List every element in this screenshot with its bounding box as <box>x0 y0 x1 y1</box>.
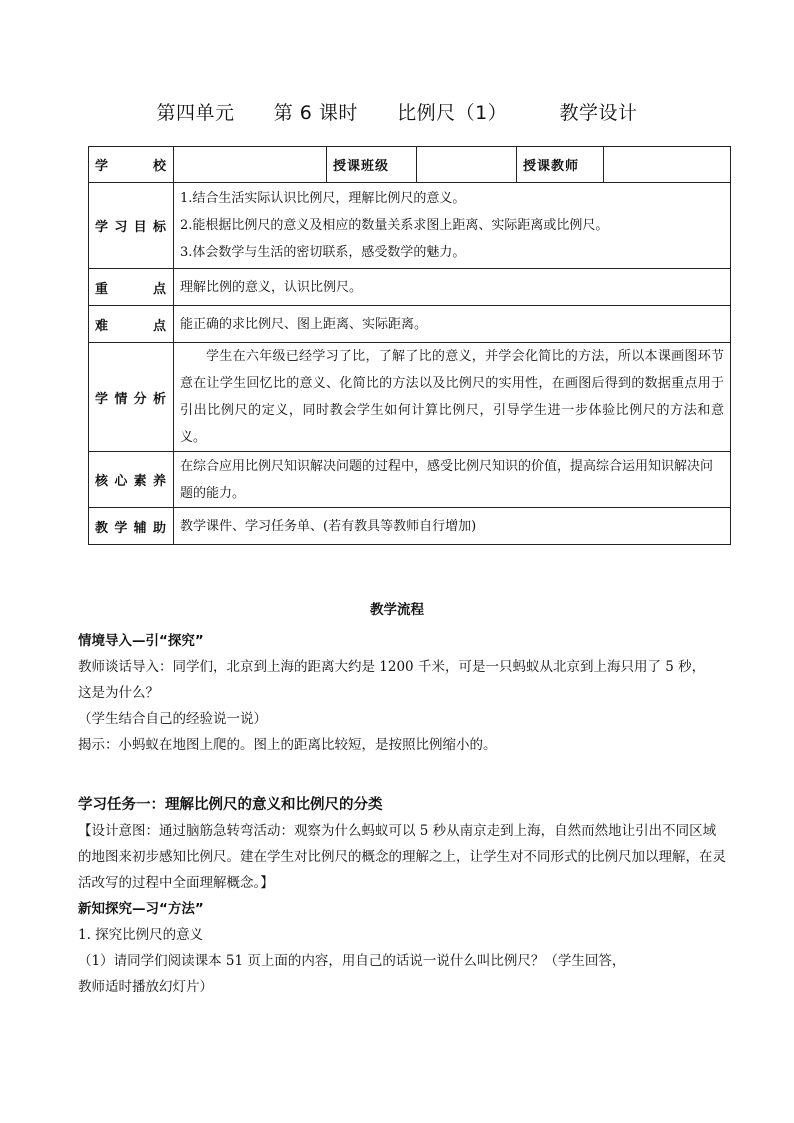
item-1: 1. 探究比例尺的意义 <box>78 927 204 943</box>
page-title <box>0 98 794 125</box>
new-knowledge-heading: 新知探究—习“方法” <box>78 901 204 917</box>
intro-heading: 情境导入—引“探究” <box>78 633 204 649</box>
intro-line: 这是为什么？ <box>78 685 159 701</box>
task1-heading: 学习任务一：理解比例尺的意义和比例尺的分类 <box>78 797 383 813</box>
title-unit: 第四单元 <box>156 102 235 124</box>
table-row-aids <box>89 508 731 545</box>
analysis-value: 学生在六年级已经学习了比，了解了比的意义，并学会化简比的方法，所以本课画图环节意在让学生回忆比的意义、化简比的方法以及比例尺的实用性，在画图后得到的数据重点用于引出比例尺的定义，同时教会学生如何计算比例尺，引导学生进一步体验比例尺的方法和意义。 <box>174 343 731 452</box>
school-value <box>174 147 327 183</box>
lesson-info-table <box>88 146 731 545</box>
teacher-label: 授课教师 <box>517 147 604 183</box>
item-1-sub: （1）请同学们阅读课本 51 页上面的内容，用自己的话说一说什么叫比例尺？（学生回答， <box>78 953 626 969</box>
teacher-value <box>604 147 731 183</box>
task1-section <box>78 792 726 1000</box>
goal-item: 2.能根据比例尺的意义及相应的数量关系求图上距离、实际距离或比例尺。 <box>180 218 609 233</box>
table-row-literacy <box>89 452 731 508</box>
class-label: 授课班级 <box>327 147 417 183</box>
literacy-value: 在综合应用比例尺知识解决问题的过程中，感受比例尺知识的价值，提高综合运用知识解决问题的能力。 <box>174 452 731 508</box>
table-row-analysis <box>89 343 731 452</box>
analysis-label: 学情分析 <box>89 343 174 452</box>
key-label: 重 点 <box>89 269 174 306</box>
title-topic: 比例尺（1） <box>397 102 508 124</box>
key-value: 理解比例的意义，认识比例尺。 <box>174 269 731 306</box>
title-lesson: 第 6 课时 <box>273 102 358 124</box>
difficulty-label: 难 点 <box>89 306 174 343</box>
school-label: 学 校 <box>89 147 174 183</box>
goal-item: 3.体会数学与生活的密切联系，感受数学的魅力。 <box>180 245 466 260</box>
item-1-sub: 教师适时播放幻灯片） <box>78 979 213 995</box>
class-value <box>417 147 517 183</box>
table-row-goals <box>89 183 731 269</box>
aids-label: 教学辅助 <box>89 508 174 545</box>
aids-value: 教学课件、学习任务单、(若有教具等教师自行增加) <box>174 508 731 545</box>
table-row-header <box>89 147 731 183</box>
intro-section <box>78 628 726 758</box>
difficulty-value: 能正确的求比例尺、图上距离、实际距离。 <box>174 306 731 343</box>
goal-item: 1.结合生活实际认识比例尺，理解比例尺的意义。 <box>180 191 466 206</box>
goals-label: 学习目标 <box>89 183 174 269</box>
intro-line: 教师谈话导入：同学们，北京到上海的距离大约是 1200 千米，可是一只蚂蚁从北京到上海只用了 5 秒， <box>78 659 706 675</box>
design-intent: 【设计意图：通过脑筋急转弯活动：观察为什么蚂蚁可以 5 秒从南京走到上海，自然而然地让引出不同区域的地图来初步感知比例尺。建在学生对比例尺的概念的理解之上，让学生对不同形式的比例尺加以理解，在灵活改写的过程中全面理解概念。】 <box>78 823 726 891</box>
literacy-label: 核心素养 <box>89 452 174 508</box>
intro-line: （学生结合自己的经验说一说） <box>78 711 267 727</box>
title-doc-type: 教学设计 <box>559 102 638 124</box>
table-row-difficulty <box>89 306 731 343</box>
intro-line: 揭示：小蚂蚁在地图上爬的。图上的距离比较短，是按照比例缩小的。 <box>78 737 497 753</box>
goals-cell <box>174 183 731 269</box>
table-row-key <box>89 269 731 306</box>
teaching-flow-heading: 教学流程 <box>370 602 424 618</box>
